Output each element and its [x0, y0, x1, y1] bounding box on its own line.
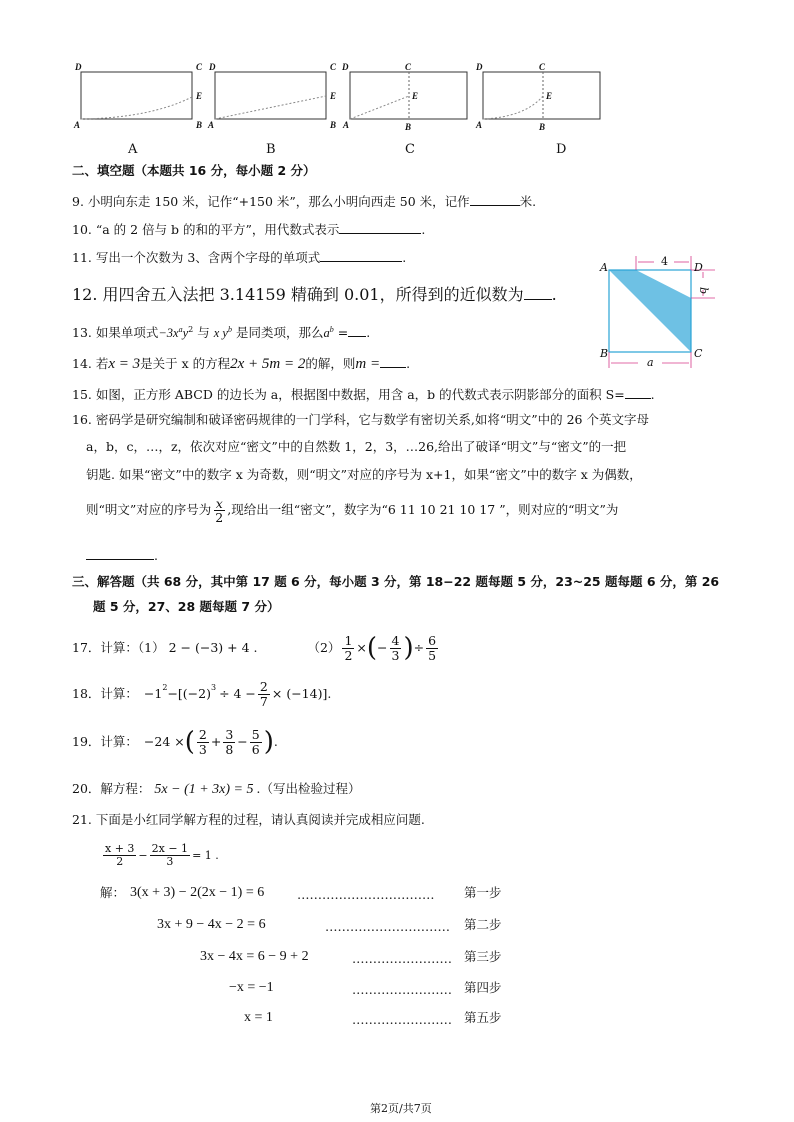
section-heading: 二、填空题（本题共 16 分，每小题 2 分） — [72, 163, 316, 178]
fraction-numerator: 5 — [251, 727, 260, 743]
point-label: B — [196, 120, 203, 130]
question-9 — [72, 194, 536, 209]
math: ( — [366, 633, 378, 663]
math: ÷ — [413, 639, 425, 655]
question-tail: . — [406, 356, 411, 371]
point-label: D — [75, 62, 82, 72]
math: × (−14)]. — [271, 685, 332, 701]
question-text: 15. 如图，正方形 ABCD 的边长为 a，根据图中数据，用含 a，b 的代数式表示阴影部分的面积 S= — [72, 387, 625, 402]
step-label: 第四步 — [464, 980, 502, 995]
fraction-numerator: 4 — [391, 633, 400, 649]
option-label-a: A — [128, 142, 138, 157]
question-tail: . — [366, 325, 371, 340]
step-label: 第五步 — [464, 1010, 502, 1025]
math: − — [138, 848, 148, 862]
fraction-denominator: 3 — [391, 647, 400, 663]
question-12 — [72, 285, 557, 303]
fraction-denominator: 2 — [344, 647, 353, 663]
question-18 — [72, 676, 331, 712]
question-text: 12. 用四舍五入法把 3.14159 精确到 0.01，所得到的近似数为 — [72, 285, 524, 304]
shaded-region — [609, 270, 691, 352]
question-text: 则“明文”对应的序号为 — [86, 502, 212, 518]
figure-d-rect — [483, 72, 600, 119]
question-10 — [72, 222, 425, 237]
fraction-denominator: 8 — [225, 741, 234, 757]
math-exponent: 3 — [210, 683, 217, 692]
fraction-denominator: 3 — [198, 741, 207, 757]
question-tail: . — [154, 548, 158, 563]
math: x y — [213, 326, 228, 340]
vertex-label: B — [600, 347, 609, 360]
question-13 — [72, 325, 370, 340]
fraction-numerator: 6 — [428, 633, 437, 649]
section-heading: 题 5 分，27、28 题每题 7 分） — [93, 599, 280, 614]
question-text: （写出检验过程） — [260, 781, 361, 796]
math: x = 3 — [108, 356, 141, 372]
fraction-numerator: x — [215, 496, 223, 511]
fraction-denominator: 2 — [215, 510, 224, 526]
point-label: C — [330, 62, 337, 72]
fraction-denominator: 7 — [259, 693, 268, 709]
question-text: 19．计算： — [72, 733, 138, 749]
figure-a-curve — [81, 97, 192, 119]
math: × — [356, 639, 367, 655]
figure-a-rect — [81, 72, 192, 119]
question-tail: 米. — [519, 194, 537, 209]
fraction-numerator: 1 — [344, 633, 353, 649]
math-exponent: a — [178, 324, 183, 334]
point-label: C — [539, 62, 546, 72]
math-exponent: b — [329, 324, 334, 334]
math: a — [323, 326, 330, 340]
math-exponent: b — [227, 324, 232, 334]
question-text: （2） — [307, 639, 341, 655]
math: 2 − (−3) + 4 . — [168, 639, 258, 655]
point-label: A — [208, 120, 215, 130]
question-tail: . — [402, 250, 407, 265]
option-figures — [0, 0, 794, 140]
question-19 — [72, 724, 278, 760]
answer-blank[interactable] — [320, 250, 402, 262]
math: ( — [184, 727, 195, 757]
question-text: 18．计算： — [72, 685, 138, 701]
question-11 — [72, 250, 406, 265]
question-text: 10. “a 的 2 倍与 b 的和的平方”，用代数式表示 — [72, 222, 340, 237]
vertex-label: A — [600, 261, 608, 274]
option-label-b: B — [266, 142, 276, 157]
point-label: D — [476, 62, 483, 72]
figure-c-line — [350, 96, 409, 119]
step-leader: ………………………… — [325, 919, 450, 934]
question-text: 是同类项，那么 — [235, 325, 324, 340]
question-20 — [72, 783, 361, 797]
solution-step: 3x + 9 − 4x − 2 = 6 — [157, 917, 266, 932]
page-footer: 第2页/共7页 — [370, 1102, 432, 1115]
answer-blank[interactable] — [348, 325, 366, 337]
question-16-line: 16. 密码学是研究编制和破译密码规律的一门学科，它与数学有密切关系,如将“明文”中的 26 个英文字母 — [72, 412, 649, 427]
answer-blank[interactable] — [339, 222, 421, 234]
math: −24 × — [143, 733, 185, 749]
question-text: 是关于 x 的方程 — [140, 356, 231, 371]
math: 5x − (1 + 3x) = 5 . — [154, 782, 261, 797]
point-label: E — [330, 91, 337, 101]
question-14 — [72, 356, 410, 372]
question-tail: . — [650, 387, 655, 402]
question-text: 与 — [197, 325, 210, 340]
step-leader: …………………… — [352, 982, 452, 997]
math-exponent: 2 — [162, 683, 168, 692]
figure-c-rect — [350, 72, 467, 119]
question-21: 21. 下面是小红同学解方程的过程，请认真阅读并完成相应问题. — [72, 812, 425, 827]
solution-step: −x = −1 — [229, 980, 274, 995]
question-15 — [72, 387, 655, 402]
point-label: B — [405, 122, 412, 132]
math: −1 — [143, 685, 163, 701]
math: ÷ 4 − — [219, 685, 256, 701]
answer-blank[interactable] — [470, 194, 520, 206]
fraction-denominator: 6 — [251, 741, 260, 757]
question-text: 20．解方程： — [72, 781, 151, 796]
question-text: ,现给出一组“密文”，数字为“6 11 10 21 10 17 ”，则对应的“明文”为 — [227, 502, 619, 518]
fraction-numerator: x + 3 — [105, 841, 135, 855]
question-text: 14. 若 — [72, 356, 109, 371]
answer-blank[interactable] — [625, 387, 651, 399]
fraction-denominator: 2 — [116, 854, 124, 868]
figure-b-line — [215, 96, 326, 119]
point-label: B — [539, 122, 546, 132]
dimension-label: a — [647, 356, 654, 369]
point-label: E — [412, 91, 419, 101]
question-text: 的解，则 — [305, 356, 356, 371]
question-tail: . — [551, 285, 557, 304]
math: −[(−2) — [167, 685, 211, 701]
option-label-d: D — [556, 142, 567, 157]
figure-d-curve — [483, 96, 543, 119]
question-21-equation — [101, 838, 219, 872]
math: −3x — [158, 326, 179, 340]
question-16-answer — [86, 548, 158, 563]
point-label: A — [476, 120, 483, 130]
step-label: 第二步 — [464, 917, 502, 932]
math: y — [182, 326, 189, 340]
step-label: 第三步 — [464, 949, 502, 964]
math: 2x + 5m = 2 — [230, 356, 306, 372]
math: . — [273, 733, 278, 749]
question-text: 11. 写出一个次数为 3、含两个字母的单项式 — [72, 250, 321, 265]
question-16-line — [86, 497, 618, 524]
solution-step: 3x − 4x = 6 − 9 + 2 — [200, 949, 309, 964]
dimension-label: b — [697, 286, 711, 295]
point-label: B — [330, 120, 337, 130]
math: ) — [263, 727, 274, 757]
fraction-numerator: 2x − 1 — [151, 841, 189, 855]
step-leader: …………………………… — [297, 887, 435, 902]
answer-blank[interactable] — [380, 356, 406, 368]
math: + — [210, 733, 222, 749]
step-leader: …………………… — [352, 951, 452, 966]
point-label: A — [343, 120, 350, 130]
step-label: 第一步 — [464, 885, 502, 900]
point-label: C — [196, 62, 203, 72]
solution-step: 3(x + 3) − 2(2x − 1) = 6 — [130, 885, 265, 900]
dimension-label: 4 — [661, 255, 668, 268]
question-16-line: 钥匙. 如果“密文”中的数字 x 为奇数，则“明文”对应的序号为 x+1，如果“密文”中的数字 x 为偶数， — [86, 467, 642, 482]
question-text: 13. 如果单项式 — [72, 325, 159, 340]
math-exponent: 2 — [188, 324, 194, 334]
math: = 1 . — [192, 848, 219, 862]
answer-blank[interactable] — [86, 548, 154, 560]
point-label: E — [546, 91, 553, 101]
step-leader: …………………… — [352, 1012, 452, 1027]
fraction-numerator: 2 — [198, 727, 207, 743]
vertex-label: D — [694, 261, 703, 274]
section-heading: 三、解答题（共 68 分，其中第 17 题 6 分，每小题 3 分，第 18−22 题每题 5 分，23~25 题每题 6 分，第 26 — [72, 574, 720, 589]
point-label: C — [405, 62, 412, 72]
point-label: D — [209, 62, 216, 72]
question-text: 9. 小明向东走 150 米，记作“+150 米”，那么小明向西走 50 米，记作 — [72, 194, 470, 209]
math: = — [337, 325, 349, 340]
solution-step: x = 1 — [244, 1010, 273, 1025]
question-text: 17．计算：（1） — [72, 639, 165, 655]
fraction-denominator: 5 — [428, 647, 437, 663]
figure-b-rect — [215, 72, 326, 119]
fraction-numerator: 2 — [259, 679, 268, 695]
point-label: A — [74, 120, 81, 130]
question-17 — [72, 630, 440, 666]
math: − — [237, 733, 248, 749]
question-16-line: a，b，c，…，z，依次对应“密文”中的自然数 1，2，3，…26,给出了破译“明文”与“密文”的一把 — [86, 439, 627, 454]
fraction-denominator: 3 — [166, 854, 174, 868]
solution-label: 解： — [100, 885, 126, 900]
math: m = — [355, 356, 381, 372]
option-label-c: C — [405, 142, 415, 157]
math: ) — [403, 633, 414, 663]
question-tail: . — [421, 222, 426, 237]
vertex-label: C — [694, 347, 703, 360]
fraction-numerator: 3 — [225, 727, 234, 743]
point-label: E — [196, 91, 203, 101]
point-label: D — [342, 62, 349, 72]
math: − — [377, 639, 388, 655]
answer-blank[interactable] — [524, 285, 552, 300]
